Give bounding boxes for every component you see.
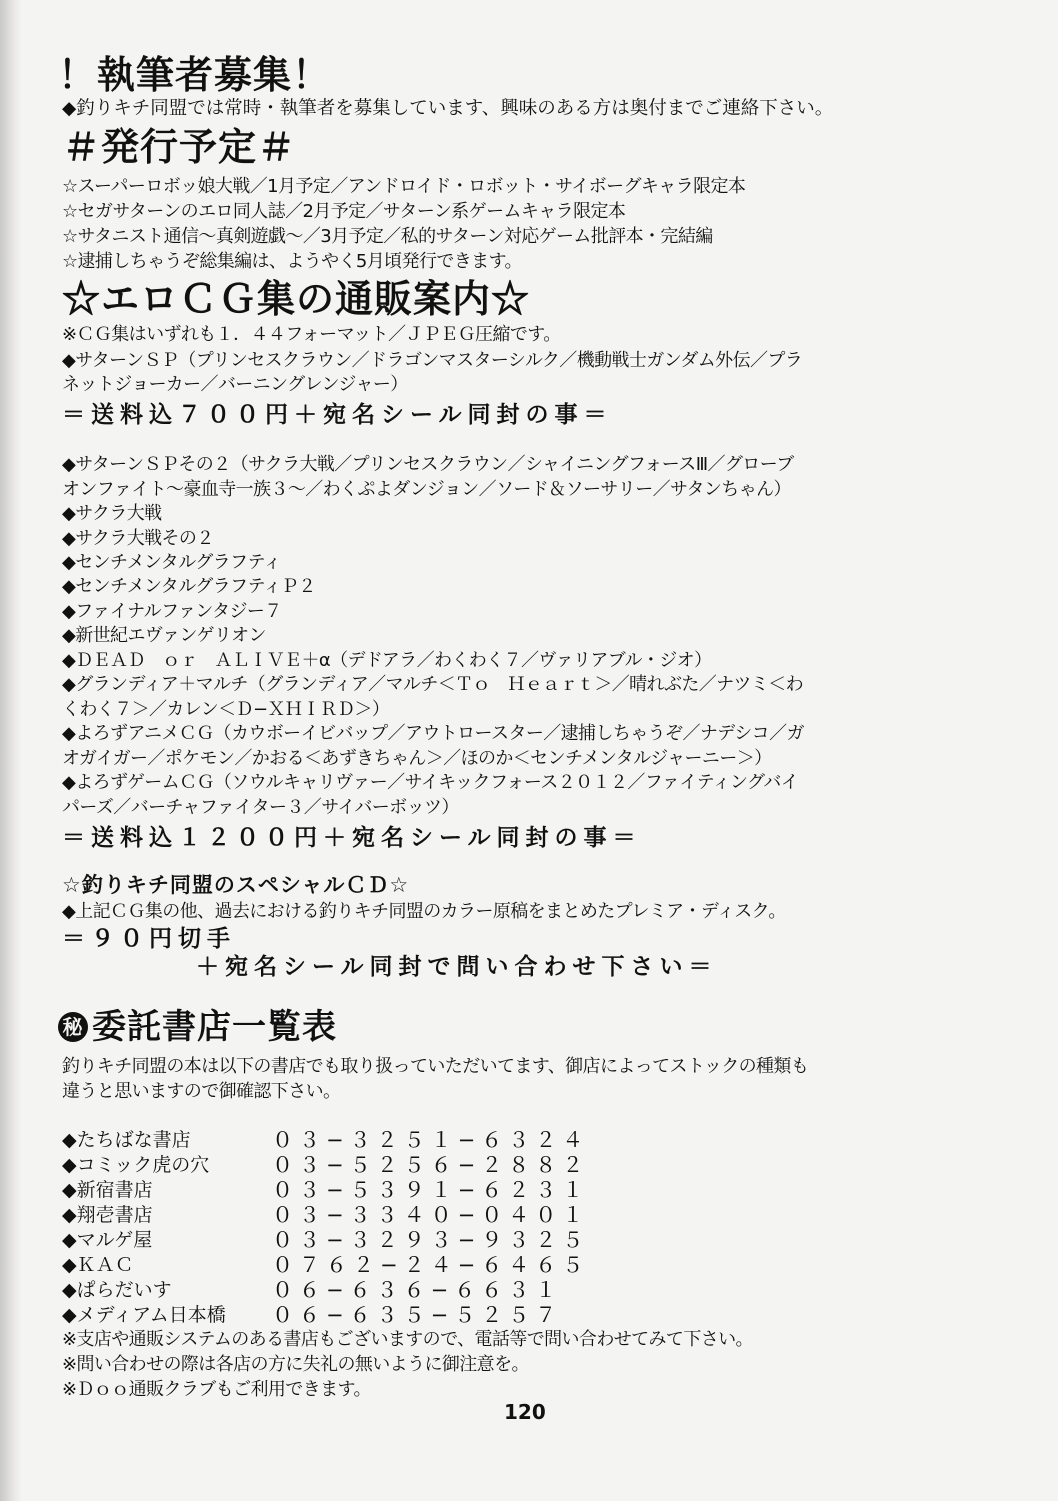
store-phone: ０３−３２９３−９３２５ — [272, 1228, 590, 1252]
schedule-item: ☆逮捕しちゃうぞ総集編は、ようやく5月頃発行できます。 — [62, 251, 522, 272]
scan-edge-shadow — [0, 0, 22, 1501]
recruit-title: ！執筆者募集！ — [58, 52, 332, 97]
mailorder-price-2: ＝送料込１２００円＋宛名シール同封の事＝ — [62, 825, 642, 851]
mailorder-item: ◆グランディア＋マルチ（グランディア／マルチ＜Ｔｏ Ｈｅａｒｔ＞／晴れぶた／ナツミ＜わ — [62, 674, 803, 695]
store-phone: ０３−５３９１−６２３１ — [272, 1178, 590, 1202]
mailorder-item: ◆サターンＳＰ（プリンセスクラウン／ドラゴンマスターシルク／機動戦士ガンダム外伝／プラ — [62, 350, 803, 371]
mailorder-item: ◆サクラ大戦その２ — [62, 528, 214, 549]
special-cd-price-line-1: ＝９０円切手 — [62, 926, 236, 952]
schedule-title: ＃発行予定＃ — [62, 124, 297, 169]
store-name: ◆新宿書店 — [62, 1179, 153, 1201]
stores-note: ※Ｄｏｏ通販クラブもご利用できます。 — [62, 1379, 371, 1400]
mailorder-item: くわく７＞／カレン＜Ｄ−ＸＨＩＲＤ＞） — [62, 699, 390, 720]
store-phone: ０３−５２５６−２８８２ — [272, 1153, 590, 1177]
stores-title-block — [58, 1007, 337, 1047]
mailorder-item: ◆よろずゲームＣＧ（ソウルキャリヴァー／サイキックフォース２０１２／ファイティングバイ — [62, 772, 799, 793]
mailorder-price-1: ＝送料込７００円＋宛名シール同封の事＝ — [62, 402, 613, 428]
mailorder-item: ◆よろずアニメＣＧ（カウボーイビバップ／アウトロースター／逮捕しちゃうぞ／ナデシコ／ガ — [62, 723, 804, 744]
store-phone: ０３−３２５１−６３２４ — [272, 1128, 590, 1152]
store-phone: ０７６２−２４−６４６５ — [272, 1253, 590, 1277]
store-name: ◆翔壱書店 — [62, 1204, 153, 1226]
special-cd-price-line-2: ＋宛名シール同封で問い合わせ下さい＝ — [196, 954, 718, 980]
mailorder-item: パーズ／バーチャファイター３／サイバーボッツ） — [62, 797, 459, 818]
store-phone: ０６−６３５−５２５７ — [272, 1303, 563, 1327]
mailorder-item: ◆ファイナルファンタジー７ — [62, 601, 282, 622]
mailorder-item: ◆センチメンタルグラフティ — [62, 552, 281, 573]
store-phone: ０６−６３６−６６３１ — [272, 1278, 563, 1302]
store-phone: ０３−３３４０−０４０１ — [272, 1203, 590, 1227]
stores-intro: 釣りキチ同盟の本は以下の書店でも取り扱っていただいてます、御店によってストックの種類も — [62, 1056, 809, 1077]
store-name: ◆メディアム日本橋 — [62, 1304, 226, 1326]
stores-note: ※支店や通販システムのある書店もございますので、電話等で問い合わせてみて下さい。 — [62, 1329, 753, 1350]
schedule-item: ☆サタニスト通信〜真剣遊戯〜／3月予定／私的サターン対応ゲーム批評本・完結編 — [62, 226, 713, 247]
stores-intro: 違うと思いますので御確認下さい。 — [62, 1081, 341, 1102]
mailorder-item: ◆サターンＳＰその２（サクラ大戦／プリンセスクラウン／シャイニングフォースⅢ／グローブ — [62, 454, 794, 475]
mailorder-item: オンファイト〜豪血寺一族３〜／わくぷよダンジョン／ソード＆ソーサリー／サタンちゃん） — [62, 479, 791, 500]
schedule-item: ☆セガサターンのエロ同人誌／2月予定／サターン系ゲームキャラ限定本 — [62, 201, 626, 222]
mailorder-item: ネットジョーカー／バーニングレンジャー） — [62, 374, 408, 395]
mailorder-item: ◆サクラ大戦 — [62, 503, 162, 524]
mailorder-item: ◆ＤＥＡＤ ｏｒ ＡＬＩＶＥ＋α（デドアラ／わくわく７／ヴァリアブル・ジオ） — [62, 650, 712, 671]
secret-mark-icon: 秘 — [58, 1012, 88, 1042]
mailorder-item: ◆センチメンタルグラフティＰ２ — [62, 576, 316, 597]
recruit-text: ◆釣りキチ同盟では常時・執筆者を募集しています、興味のある方は奥付までご連絡下さい。 — [62, 98, 834, 119]
store-name: ◆たちばな書店 — [62, 1129, 191, 1151]
page-number: 120 — [504, 1400, 546, 1424]
schedule-item: ☆スーパーロボッ娘大戦／1月予定／アンドロイド・ロボット・サイボーグキャラ限定本 — [62, 176, 746, 197]
store-name: ◆ＫＡＣ — [62, 1254, 134, 1276]
special-cd-title: ☆釣りキチ同盟のスペシャルＣＤ☆ — [62, 873, 410, 897]
store-name: ◆マルゲ屋 — [62, 1229, 153, 1251]
store-name: ◆コミック虎の穴 — [62, 1154, 210, 1176]
stores-title: 委託書店一覧表 — [92, 1007, 337, 1047]
special-cd-text: ◆上記ＣＧ集の他、過去における釣りキチ同盟のカラー原稿をまとめたプレミア・ディスク。 — [62, 901, 786, 922]
stores-note: ※問い合わせの際は各店の方に失礼の無いように御注意を。 — [62, 1354, 529, 1375]
mailorder-title: ☆エロＣＧ集の通販案内☆ — [62, 276, 531, 321]
mailorder-item: オガイガー／ポケモン／かおる＜あずきちゃん＞／ほのか＜センチメンタルジャーニー＞） — [62, 748, 772, 769]
store-name: ◆ぱらだいす — [62, 1279, 172, 1301]
mailorder-item: ◆新世紀エヴァンゲリオン — [62, 625, 266, 646]
mailorder-note: ※ＣＧ集はいずれも１．４４フォーマット／ＪＰＥＧ圧縮です。 — [62, 324, 561, 345]
